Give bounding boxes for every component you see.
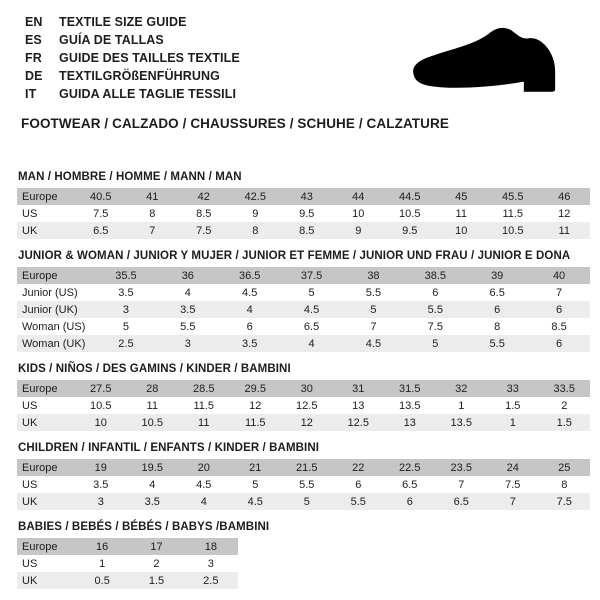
size-table	[17, 538, 238, 589]
section-title: BABIES / BEBÉS / BÉBÉS / BABYS /BAMBINI	[18, 521, 270, 533]
section-title: CHILDREN / INFANTIL / ENFANTS / KINDER / BAMBINI	[18, 442, 320, 454]
size-cell: 6.5	[402, 478, 418, 491]
table-row	[17, 284, 590, 301]
size-cell: 4.5	[242, 286, 258, 299]
size-cell: 13	[352, 399, 365, 412]
table-row	[17, 414, 590, 431]
size-cell: 46	[539, 188, 591, 205]
size-cell: 10.5	[90, 399, 112, 412]
size-cell: 24	[487, 459, 539, 476]
size-cell: 8	[561, 478, 568, 491]
size-cell: 10	[436, 222, 488, 239]
size-cell: 9.5	[299, 207, 315, 220]
size-cell: 42	[178, 188, 230, 205]
size-section	[17, 171, 600, 239]
table-row	[17, 555, 238, 572]
size-cell: 10.5	[487, 222, 539, 239]
table-row	[17, 476, 590, 493]
size-cell: 8.5	[281, 222, 333, 239]
size-cell: 38.5	[404, 267, 466, 284]
section-title: MAN / HOMBRE / HOMME / MANN / MAN	[18, 171, 242, 183]
size-cell: 22.5	[384, 459, 436, 476]
size-cell: 21.5	[281, 459, 333, 476]
size-cell: 6	[384, 493, 436, 510]
size-cell: 11.5	[193, 399, 215, 412]
language-code: IT	[25, 87, 37, 101]
language-label: GUÍA DE TALLAS	[59, 33, 164, 47]
size-cell: 4	[178, 493, 230, 510]
size-cell: 36	[157, 267, 219, 284]
size-cell: 1.5	[539, 414, 591, 431]
size-cell: 6	[355, 478, 362, 491]
size-cell: 10.5	[127, 414, 179, 431]
size-cell: 44.5	[384, 188, 436, 205]
size-cell: 10	[352, 207, 365, 220]
size-cell: 3.5	[127, 493, 179, 510]
size-cell: 11	[539, 222, 591, 239]
size-cell: 5.5	[365, 286, 382, 299]
size-cell: 3.5	[157, 301, 219, 318]
row-label: US	[22, 399, 38, 412]
size-cell: 28.5	[178, 380, 230, 397]
size-cell: 7	[556, 286, 563, 299]
size-cell: 11	[146, 399, 158, 412]
size-cell: 11.5	[230, 414, 282, 431]
size-section	[17, 521, 600, 589]
size-cell: 2.5	[95, 335, 157, 352]
size-cell: 9	[333, 222, 385, 239]
size-section	[17, 442, 600, 510]
row-label: UK	[17, 572, 75, 589]
size-cell: 1	[99, 557, 106, 570]
size-cell: 11.5	[502, 207, 524, 220]
size-cell: 33	[487, 380, 539, 397]
size-cell: 31.5	[384, 380, 436, 397]
size-cell: 7	[458, 478, 465, 491]
size-cell: 6.5	[436, 493, 488, 510]
size-cell: 8.5	[196, 207, 212, 220]
size-cell: 19.5	[127, 459, 179, 476]
table-row	[17, 572, 238, 589]
table-row	[17, 335, 590, 352]
size-cell: 9	[252, 207, 259, 220]
size-table	[17, 267, 590, 352]
size-cell: 18	[184, 538, 238, 555]
size-cell: 4	[149, 478, 156, 491]
size-cell: 45.5	[487, 188, 539, 205]
size-cell: 7.5	[539, 493, 591, 510]
size-cell: 13.5	[399, 399, 421, 412]
size-cell: 40.5	[75, 188, 127, 205]
size-cell: 12	[281, 414, 333, 431]
size-cell: 6	[466, 301, 528, 318]
size-cell: 3	[157, 335, 219, 352]
size-cell: 7.5	[178, 222, 230, 239]
size-tables	[17, 171, 600, 589]
size-cell: 39	[466, 267, 528, 284]
size-cell: 29.5	[230, 380, 282, 397]
size-cell: 5.5	[466, 335, 528, 352]
row-label: UK	[17, 222, 75, 239]
language-code: FR	[25, 51, 42, 65]
size-cell: 38	[343, 267, 405, 284]
size-cell: 35.5	[95, 267, 157, 284]
size-cell: 36.5	[219, 267, 281, 284]
section-title: KIDS / NIÑOS / DES GAMINS / KINDER / BAMBINI	[18, 363, 291, 375]
size-cell: 5.5	[180, 320, 196, 333]
table-row	[17, 205, 590, 222]
size-cell: 6.5	[489, 286, 505, 299]
size-cell: 3.5	[219, 335, 281, 352]
row-label: Europe	[17, 267, 95, 284]
row-label: Woman (US)	[22, 320, 86, 333]
size-cell: 12	[249, 399, 262, 412]
size-cell: 5.5	[333, 493, 385, 510]
row-label: US	[22, 557, 38, 570]
size-cell: 21	[230, 459, 282, 476]
size-cell: 11	[178, 414, 230, 431]
size-cell: 1.5	[505, 399, 521, 412]
size-cell: 4.5	[343, 335, 405, 352]
size-cell: 12.5	[296, 399, 318, 412]
size-cell: 2	[153, 557, 160, 570]
size-cell: 32	[436, 380, 488, 397]
size-cell: 6	[432, 286, 439, 299]
language-label: GUIDA ALLE TAGLIE TESSILI	[59, 87, 237, 101]
size-cell: 7	[370, 320, 377, 333]
size-cell: 7	[487, 493, 539, 510]
size-cell: 2.5	[184, 572, 238, 589]
table-row	[17, 493, 590, 510]
table-row	[17, 301, 590, 318]
size-cell: 1	[458, 399, 465, 412]
size-cell: 16	[75, 538, 129, 555]
table-row	[17, 397, 590, 414]
size-cell: 5	[343, 301, 405, 318]
size-cell: 10	[75, 414, 127, 431]
section-title: JUNIOR & WOMAN / JUNIOR Y MUJER / JUNIOR ET FEMME / JUNIOR UND FRAU / JUNIOR E DONA	[18, 250, 571, 262]
size-cell: 3.5	[118, 286, 134, 299]
size-section	[17, 363, 600, 431]
size-cell: 13.5	[436, 414, 488, 431]
size-cell: 1.5	[129, 572, 183, 589]
row-label: UK	[17, 493, 75, 510]
size-cell: 10.5	[399, 207, 421, 220]
size-cell: 8.5	[551, 320, 567, 333]
row-label: UK	[17, 414, 75, 431]
size-cell: 7.5	[93, 207, 109, 220]
size-cell: 4	[219, 301, 281, 318]
size-cell: 6.5	[75, 222, 127, 239]
size-cell: 6	[246, 320, 253, 333]
size-cell: 5	[281, 493, 333, 510]
size-cell: 11	[455, 207, 467, 220]
size-cell: 7.5	[505, 478, 521, 491]
size-cell: 6	[528, 335, 590, 352]
table-row	[17, 538, 238, 555]
size-cell: 9.5	[384, 222, 436, 239]
size-cell: 17	[129, 538, 183, 555]
table-row	[17, 267, 590, 284]
size-cell: 4	[184, 286, 191, 299]
category-title: FOOTWEAR / CALZADO / CHAUSSURES / SCHUHE / CALZATURE	[21, 116, 449, 131]
table-row	[17, 222, 590, 239]
size-cell: 20	[178, 459, 230, 476]
size-cell: 3	[75, 493, 127, 510]
size-cell: 12	[558, 207, 571, 220]
size-cell: 42.5	[230, 188, 282, 205]
size-cell: 45	[436, 188, 488, 205]
size-table	[17, 188, 590, 239]
row-label: Europe	[17, 188, 75, 205]
size-cell: 25	[539, 459, 591, 476]
size-cell: 3	[95, 301, 157, 318]
size-cell: 13	[384, 414, 436, 431]
size-cell: 4	[281, 335, 343, 352]
row-label: Junior (US)	[22, 286, 78, 299]
row-label: Woman (UK)	[17, 335, 95, 352]
row-label: US	[22, 478, 38, 491]
size-cell: 22	[333, 459, 385, 476]
size-cell: 5	[122, 320, 129, 333]
language-label: GUIDE DES TAILLES TEXTILE	[59, 51, 240, 65]
size-table	[17, 459, 590, 510]
size-cell: 1	[487, 414, 539, 431]
table-row	[17, 188, 590, 205]
size-cell: 3	[207, 557, 214, 570]
size-cell: 7	[127, 222, 179, 239]
size-cell: 23.5	[436, 459, 488, 476]
size-cell: 0.5	[75, 572, 129, 589]
size-cell: 37.5	[281, 267, 343, 284]
language-code: ES	[25, 33, 42, 47]
size-cell: 5	[252, 478, 259, 491]
table-row	[17, 459, 590, 476]
dress-shoe-icon	[398, 24, 570, 96]
size-cell: 12.5	[333, 414, 385, 431]
size-cell: 5	[404, 335, 466, 352]
size-cell: 7.5	[427, 320, 443, 333]
size-cell: 6.5	[303, 320, 320, 333]
size-cell: 5.5	[404, 301, 466, 318]
size-section	[17, 250, 600, 352]
size-cell: 5	[308, 286, 315, 299]
language-code: EN	[25, 15, 43, 29]
size-cell: 4.5	[281, 301, 343, 318]
language-label: TEXTILGRÖßENFÜHRUNG	[59, 69, 220, 83]
size-table	[17, 380, 590, 431]
size-cell: 8	[149, 207, 156, 220]
size-cell: 8	[230, 222, 282, 239]
size-cell: 4.5	[196, 478, 212, 491]
size-cell: 44	[333, 188, 385, 205]
size-cell: 41	[127, 188, 179, 205]
size-cell: 4.5	[230, 493, 282, 510]
size-cell: 40	[528, 267, 590, 284]
row-label: Junior (UK)	[17, 301, 95, 318]
size-cell: 6	[528, 301, 590, 318]
row-label: US	[22, 207, 38, 220]
size-cell: 43	[281, 188, 333, 205]
row-label: Europe	[17, 380, 75, 397]
size-cell: 33.5	[539, 380, 591, 397]
size-cell: 28	[127, 380, 179, 397]
size-cell: 5.5	[299, 478, 315, 491]
size-cell: 19	[75, 459, 127, 476]
size-cell: 30	[281, 380, 333, 397]
table-row	[17, 318, 590, 335]
size-cell: 27.5	[75, 380, 127, 397]
language-label: TEXTILE SIZE GUIDE	[59, 15, 187, 29]
size-cell: 31	[333, 380, 385, 397]
language-code: DE	[25, 69, 43, 83]
size-cell: 8	[494, 320, 501, 333]
size-cell: 2	[561, 399, 568, 412]
row-label: Europe	[17, 459, 75, 476]
table-row	[17, 380, 590, 397]
row-label: Europe	[17, 538, 75, 555]
size-cell: 3.5	[93, 478, 109, 491]
